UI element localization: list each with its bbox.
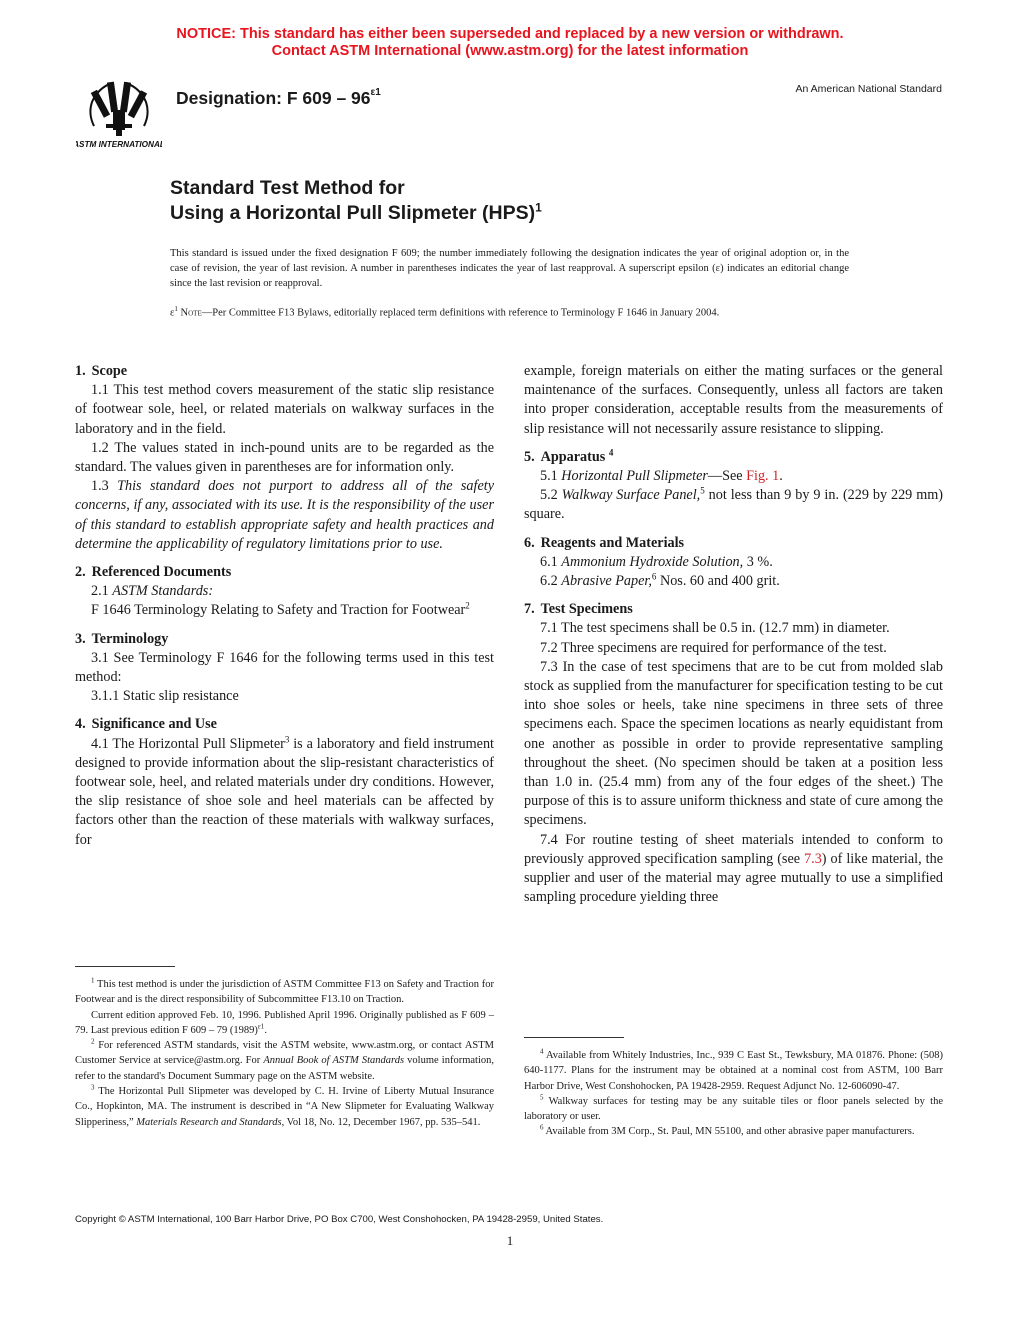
right-column [524, 362, 943, 907]
section-heading-apparatus: 5. Apparatus $^4$ [524, 447, 614, 465]
paragraph-3-1-1: 3.1.1 Static slip resistance [91, 688, 239, 705]
section-heading-test-specimens: 7. Test Specimens [524, 601, 633, 618]
footnote-3: $^3$ The Horizontal Pull Slipmeter was developed by C. H. Irvine of Liberty Mutual Insurance Co., Hopkinton, MA. The instrument is described in “A New Slipmeter for Evaluating Walkway Slipperiness,” Materials Research and Standards, Vol 18, No. 12, December 1967, pp. 535–541. [75, 1083, 495, 1128]
referenced-standard-f1646: F 1646 Terminology Relating to Safety and Traction for Footwear$^2$ [91, 600, 470, 619]
document-title [170, 176, 542, 226]
footnote-1-edition: Current edition approved Feb. 10, 1996. Published April 1996. Originally published as F 609 – 79. Last previous edition F 609 – 79 $(1989)^{\varepsilon 1}$. [75, 1009, 494, 1036]
supersession-notice [0, 26, 1020, 60]
paragraph-1-2: 1.2 The values stated in inch-pound units are to be regarded as the standard. The values given in parentheses are for information only. [75, 439, 494, 476]
page-number: 1 [506, 1233, 514, 1248]
paragraph-4-1: 4.1 The Horizontal Pull Slipmeter$^3$ is a laboratory and field instrument designed to provide information about the slip-resistant characteristics of footwear sole, heel, and related materials under dry conditions. However, the slip resistance of shoe sole and heel materials can be affected by factors other than the reaction of these materials with walkway surfaces, for [75, 733, 494, 848]
paragraph-1-1: 1.1 This test method covers measurement of the static slip resistance of footwear sole, heel, or related materials on walkway surfaces in the laboratory and in the field. [75, 382, 494, 437]
paragraph-4-1-continued: example, foreign materials on either the mating surfaces or the general maintenance of the surfaces. Consequently, unless all factors are taken into proper consideration, acceptable results from the measurements of slip resistance will not necessarily assure resistance to slipping. [524, 363, 943, 437]
paragraph-6-2: 6.2 Abrasive Paper,$^6$ Nos. 60 and 400 grit. [540, 571, 780, 590]
footnote-4: $^4$ Available from Whitely Industries, Inc., 939 C East St., Tewksbury, MA 01876. Phone: (508) 640-1177. Plans for the instrument may be obtained at a nominal cost from ASTM, 100 Barr Harbor Drive, West Conshohocken, PA 19428-2959. Request Adjunct No. 12-606090-47. [524, 1047, 943, 1092]
paragraph-7-1: 7.1 The test specimens shall be 0.5 in. (12.7 mm) in diameter. [540, 620, 890, 637]
figure-1-link[interactable]: Fig. 1 [746, 468, 780, 485]
designation-epsilon: ε1 [370, 87, 381, 99]
logo-wordmark: ASTM INTERNATIONAL [76, 140, 162, 149]
epsilon-note-label: Note [180, 307, 202, 319]
notice-line-2: Contact ASTM International (www.astm.org) for the latest information [271, 43, 749, 59]
section-heading-scope: 1. Scope [75, 363, 128, 379]
footnote-5: $^5$ Walkway surfaces for testing may be any suitable tiles or floor panels selected by the laboratory or user. [524, 1093, 943, 1123]
footnote-divider-right [524, 1037, 624, 1038]
american-national-standard: An American National Standard [795, 83, 942, 95]
left-column [75, 362, 494, 850]
designation [176, 88, 381, 109]
section-heading-referenced-documents: 2. Referenced Documents [75, 564, 232, 581]
footnote-6: $^6$ Available from 3M Corp., St. Paul, MN 55100, and other abrasive paper manufacturers. [540, 1123, 915, 1138]
epsilon-note-text: —Per Committee F13 Bylaws, editorially replaced term definitions with reference to Terminology F 1646 in January 2004. [201, 307, 720, 319]
section-heading-significance-and-use: 4. Significance and Use [75, 716, 217, 733]
epsilon-note [170, 302, 849, 321]
paragraph-1-3: 1.3 This standard does not purport to address all of the safety concerns, if any, associated with its use. It is the responsibility of the user of this standard to establish appropriate safety and health practices and determine the applicability of regulatory limitations prior to use. [75, 478, 494, 552]
paragraph-7-4: 7.4 For routine testing of sheet materials intended to conform to previously approved specification sampling (see 7.3) of like material, the supplier and user of the material may agree mutually to use a simplified sampling procedure yielding three [524, 831, 943, 906]
footnote-1: $^1$ This test method is under the jurisdiction of ASTM Committee F13 on Safety and Traction for Footwear and is the direct responsibility of Subcommittee F13.10 on Traction. [75, 976, 495, 1006]
footnote-2: $^2$ For referenced ASTM standards, visit the ASTM website, www.astm.org, or contact ASTM Customer Service at service@astm.org. For Annual Book of ASTM Standards volume information, refer to the standard's Document Summary page on the ASTM website. [75, 1037, 495, 1082]
title-line-1: Standard Test Method for [170, 177, 405, 199]
footnotes-left [75, 977, 494, 1130]
designation-text: Designation: F 609 – 96 [176, 88, 371, 108]
paragraph-6-1: 6.1 Ammonium Hydroxide Solution, 3 %. [540, 553, 773, 570]
preamble: This standard is issued under the fixed designation F 609; the number immediately following the designation indicates the year of original adoption or, in the case of revision, the year of last revision. A number in parentheses indicates the year of last reapproval. A superscript epsilon (ε) indicates an editorial change since the last revision or reapproval. [170, 248, 849, 289]
footnote-divider-left [75, 966, 175, 967]
epsilon-mark-sup: 1 [174, 305, 178, 313]
paragraph-7-2: 7.2 Three specimens are required for performance of the test. [540, 639, 887, 656]
section-heading-terminology: 3. Terminology [75, 630, 169, 647]
section-7-3-link[interactable]: 7.3 [804, 850, 822, 867]
title-line-2 [170, 201, 542, 226]
footnotes-right [524, 1048, 943, 1140]
epsilon-mark: ε [170, 307, 175, 319]
paragraph-5-2: 5.2 Walkway Surface Panel,$^5$ not less than 9 by 9 in. (229 by 229 mm) square. [524, 485, 943, 523]
section-heading-reagents-and-materials: 6. Reagents and Materials [524, 534, 685, 551]
astm-logo [76, 74, 162, 152]
notice-line-1: NOTICE: This standard has either been superseded and replaced by a new version or withdrawn. [176, 26, 844, 42]
astm-logo-graphic [76, 74, 162, 152]
title-footnote-ref: 1 [535, 200, 542, 215]
paragraph-7-3: 7.3 In the case of test specimens that are to be cut from molded slab stock as supplied from the manufacturer for specification testing to be cut into shoe soles or heels, take nine specimens in three sets of three specimens each. Space the specimen locations as nearly equidistant from one another as possible in order to provide representative sampling throughout the sheet. (No specimen should be taken at a position less than 1.0 in. (25.4 mm) from any of the four edges of the sheet.) The purpose of this is to assure uniform thickness and state of cure among the specimens. [524, 658, 943, 829]
paragraph-2-1: 2.1 ASTM Standards: [91, 583, 214, 600]
paragraph-5-1: 5.1 Horizontal Pull Slipmeter—See Fig. 1. [540, 468, 783, 485]
paragraph-3-1: 3.1 See Terminology F 1646 for the following terms used in this test method: [75, 649, 494, 686]
title-line-2-text: Using a Horizontal Pull Slipmeter (HPS) [170, 202, 536, 224]
copyright-line: Copyright © ASTM International, 100 Barr Harbor Drive, PO Box C700, West Conshohocken, PA 19428-2959, United States. [75, 1214, 604, 1225]
